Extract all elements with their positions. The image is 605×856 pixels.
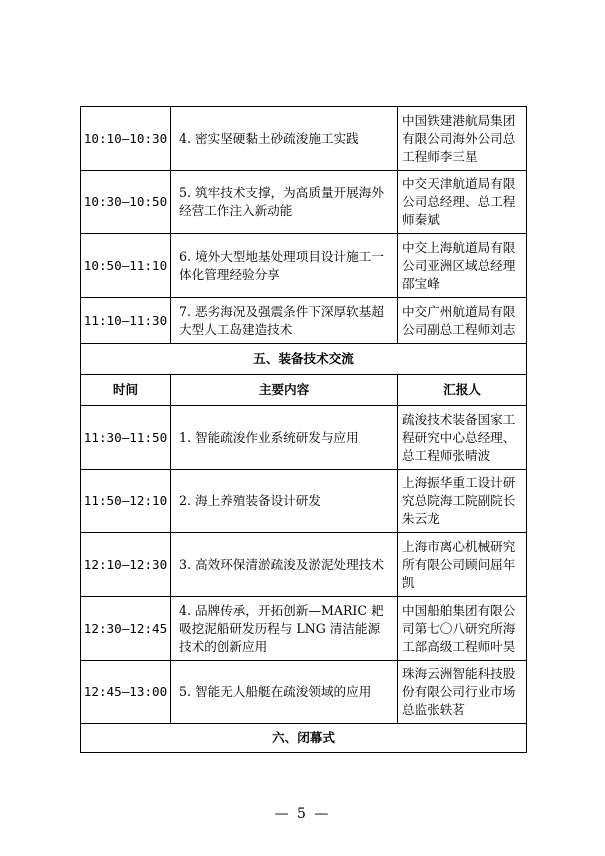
topic-cell: 4. 密实坚硬黏土砂疏浚施工实践 [171, 107, 398, 171]
schedule-table [80, 106, 527, 753]
table-row [81, 171, 527, 234]
time-cell: 11:50–12:10 [81, 470, 171, 533]
header-speaker: 汇报人 [398, 375, 527, 406]
time-cell: 11:30–11:50 [81, 406, 171, 470]
time-cell: 11:10–11:30 [81, 298, 171, 344]
page-number: — 5 — [274, 806, 331, 822]
speaker-cell: 中交上海航道局有限公司亚洲区域总经理邵宝峰 [398, 234, 527, 298]
topic-cell: 6. 境外大型地基处理项目设计施工一体化管理经验分享 [171, 234, 398, 298]
speaker-cell: 上海市离心机械研究所有限公司顾问屈年凯 [398, 533, 527, 597]
speaker-cell: 上海振华重工设计研究总院海工院副院长朱云龙 [398, 470, 527, 533]
speaker-cell: 珠海云洲智能科技股份有限公司行业市场总监张轶茗 [398, 661, 527, 724]
time-cell: 10:50–11:10 [81, 234, 171, 298]
time-cell: 12:45–13:00 [81, 661, 171, 724]
table-row [81, 406, 527, 470]
header-row [81, 375, 527, 406]
table-row [81, 107, 527, 171]
table-row [81, 661, 527, 724]
time-cell: 10:30–10:50 [81, 171, 171, 234]
speaker-cell: 中交广州航道局有限公司副总工程师刘志 [398, 298, 527, 344]
topic-cell: 2. 海上养殖装备设计研发 [171, 470, 398, 533]
topic-cell: 7. 恶劣海况及强震条件下深厚软基超大型人工岛建造技术 [171, 298, 398, 344]
speaker-cell: 中交天津航道局有限公司总经理、总工程师秦斌 [398, 171, 527, 234]
speaker-cell: 疏浚技术装备国家工程研究中心总经理、总工程师张晴波 [398, 406, 527, 470]
table-row [81, 298, 527, 344]
time-cell: 12:30–12:45 [81, 597, 171, 661]
section-title: 五、装备技术交流 [81, 344, 527, 375]
time-cell: 12:10–12:30 [81, 533, 171, 597]
header-topic: 主要内容 [171, 375, 398, 406]
time-cell: 10:10–10:30 [81, 107, 171, 171]
topic-cell: 4. 品牌传承，开拓创新—MARIC 耙吸挖泥船研发历程与 LNG 清洁能源技术的创新应用 [171, 597, 398, 661]
topic-cell: 5. 智能无人船艇在疏浚领域的应用 [171, 661, 398, 724]
topic-cell: 5. 筑牢技术支撑，为高质量开展海外经营工作注入新动能 [171, 171, 398, 234]
section-row [81, 724, 527, 753]
topic-cell: 3. 高效环保清淤疏浚及淤泥处理技术 [171, 533, 398, 597]
speaker-cell: 中国铁建港航局集团有限公司海外公司总工程师李三星 [398, 107, 527, 171]
section-title: 六、闭幕式 [81, 724, 527, 753]
speaker-cell: 中国船舶集团有限公司第七〇八研究所海工部高级工程师叶昊 [398, 597, 527, 661]
topic-cell: 1. 智能疏浚作业系统研发与应用 [171, 406, 398, 470]
header-time: 时间 [81, 375, 171, 406]
table-row [81, 597, 527, 661]
table-row [81, 470, 527, 533]
table-row [81, 234, 527, 298]
table-row [81, 533, 527, 597]
section-row [81, 344, 527, 375]
